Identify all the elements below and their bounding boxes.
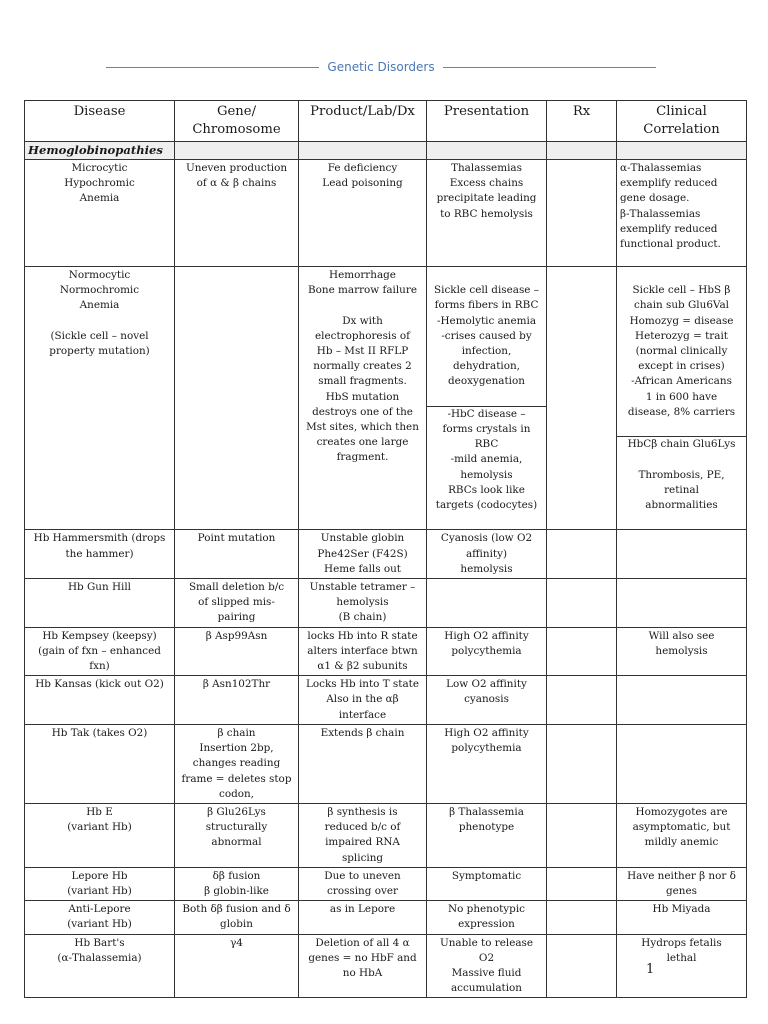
disease-cell: Hb Tak (takes O2) bbox=[25, 724, 175, 803]
document-header bbox=[106, 58, 656, 76]
gene-cell: Both δβ fusion and δ globin bbox=[175, 901, 299, 934]
table-row bbox=[25, 160, 747, 267]
clinical-hbc: HbCβ chain Glu6Lys Thrombosis, PE, retinal abnormalities bbox=[617, 436, 746, 513]
rx-cell bbox=[547, 803, 617, 867]
product-cell: locks Hb into R state alters interface btwn α1 & β2 subunits bbox=[299, 627, 427, 676]
clinical-cell bbox=[617, 267, 747, 530]
disease-cell: Normocytic Normochromic Anemia (Sickle cell – novel property mutation) bbox=[25, 267, 175, 530]
rx-cell bbox=[547, 267, 617, 530]
rx-cell bbox=[547, 867, 617, 900]
table-row bbox=[25, 803, 747, 867]
rx-cell bbox=[547, 579, 617, 628]
disease-cell: Hb Bart's (α-Thalassemia) bbox=[25, 934, 175, 998]
presentation-cell: Unable to release O2 Massive fluid accumulation bbox=[427, 934, 547, 998]
header-product: Product/Lab/Dx bbox=[299, 101, 427, 142]
clinical-cell: Have neither β nor δ genes bbox=[617, 867, 747, 900]
presentation-cell: Symptomatic bbox=[427, 867, 547, 900]
rx-cell bbox=[547, 724, 617, 803]
rx-cell bbox=[547, 934, 617, 998]
header-disease: Disease bbox=[25, 101, 175, 142]
clinical-cell bbox=[617, 676, 747, 725]
product-cell: Due to uneven crossing over bbox=[299, 867, 427, 900]
gene-cell: β chain Insertion 2bp, changes reading frame = deletes stop codon, bbox=[175, 724, 299, 803]
clinical-cell: Hb Miyada bbox=[617, 901, 747, 934]
rx-cell bbox=[547, 160, 617, 267]
disease-cell: Lepore Hb (variant Hb) bbox=[25, 867, 175, 900]
clinical-cell bbox=[617, 724, 747, 803]
clinical-cell: Will also see hemolysis bbox=[617, 627, 747, 676]
gene-cell: β Glu26Lys structurally abnormal bbox=[175, 803, 299, 867]
table-row bbox=[25, 676, 747, 725]
header-rule-right bbox=[443, 67, 656, 68]
table-row bbox=[25, 901, 747, 934]
gene-cell: δβ fusion β globin-like bbox=[175, 867, 299, 900]
clinical-cell bbox=[617, 530, 747, 579]
product-cell: β synthesis is reduced b/c of impaired RNA splicing bbox=[299, 803, 427, 867]
rx-cell bbox=[547, 627, 617, 676]
product-cell: Extends β chain bbox=[299, 724, 427, 803]
clinical-cell: α-Thalassemias exemplify reduced gene dosage. β-Thalassemias exemplify reduced functional product. bbox=[617, 160, 747, 267]
header-row bbox=[25, 101, 747, 142]
presentation-cell: No phenotypic expression bbox=[427, 901, 547, 934]
clinical-cell bbox=[617, 579, 747, 628]
genetic-disorders-table bbox=[24, 100, 747, 998]
product-cell: Deletion of all 4 α genes = no HbF and no HbA bbox=[299, 934, 427, 998]
disease-cell: Hb Hammersmith (drops the hammer) bbox=[25, 530, 175, 579]
disease-cell: Anti-Lepore (variant Hb) bbox=[25, 901, 175, 934]
table-row bbox=[25, 579, 747, 628]
product-cell: Unstable globin Phe42Ser (F42S) Heme falls out bbox=[299, 530, 427, 579]
disease-cell: Hb Kempsey (keepsy) (gain of fxn – enhanced fxn) bbox=[25, 627, 175, 676]
presentation-cell: β Thalassemia phenotype bbox=[427, 803, 547, 867]
product-cell: Unstable tetramer – hemolysis (B chain) bbox=[299, 579, 427, 628]
gene-cell: β Asn102Thr bbox=[175, 676, 299, 725]
disease-cell: Hb E (variant Hb) bbox=[25, 803, 175, 867]
clinical-cell: Hydrops fetalis lethal bbox=[617, 934, 747, 998]
header-clinical: Clinical Correlation bbox=[617, 101, 747, 142]
clinical-sickle-cell: Sickle cell – HbS β chain sub Glu6Val Homozyg = disease Heterozyg = trait (normal clinically except in crises) -African Americans 1 in 600 have disease, 8% carriers bbox=[627, 284, 736, 418]
section-row bbox=[25, 142, 747, 160]
disease-cell: Hb Kansas (kick out O2) bbox=[25, 676, 175, 725]
table-row bbox=[25, 530, 747, 579]
table-row bbox=[25, 267, 747, 530]
gene-cell: β Asp99Asn bbox=[175, 627, 299, 676]
presentation-cell bbox=[427, 267, 547, 530]
product-cell: Hemorrhage Bone marrow failure Dx with electrophoresis of Hb – Mst II RFLP normally creates 2 small fragments. HbS mutation destroys one of the Mst sites, which then creates one large fragment. bbox=[299, 267, 427, 530]
presentation-cell: Cyanosis (low O2 affinity) hemolysis bbox=[427, 530, 547, 579]
table-row bbox=[25, 934, 747, 998]
gene-cell: γ4 bbox=[175, 934, 299, 998]
rx-cell bbox=[547, 901, 617, 934]
disease-cell: Hb Gun Hill bbox=[25, 579, 175, 628]
gene-cell: Small deletion b/c of slipped mis- pairing bbox=[175, 579, 299, 628]
disease-cell: Microcytic Hypochromic Anemia bbox=[25, 160, 175, 267]
rx-cell bbox=[547, 676, 617, 725]
product-cell: Fe deficiency Lead poisoning bbox=[299, 160, 427, 267]
product-cell: as in Lepore bbox=[299, 901, 427, 934]
gene-cell: Point mutation bbox=[175, 530, 299, 579]
presentation-cell bbox=[427, 579, 547, 628]
header-rule-left bbox=[106, 67, 319, 68]
table-row bbox=[25, 724, 747, 803]
page-number: 1 bbox=[646, 962, 655, 977]
presentation-sickle-cell: Sickle cell disease – forms fibers in RBC -Hemolytic anemia -crises caused by infection, dehydration, deoxygenation bbox=[434, 284, 539, 388]
product-cell: Locks Hb into T state Also in the αβ interface bbox=[299, 676, 427, 725]
rx-cell bbox=[547, 530, 617, 579]
header-presentation: Presentation bbox=[427, 101, 547, 142]
presentation-cell: Low O2 affinity cyanosis bbox=[427, 676, 547, 725]
gene-cell: Uneven production of α & β chains bbox=[175, 160, 299, 267]
section-title: Hemoglobinopathies bbox=[25, 142, 175, 160]
table-row bbox=[25, 867, 747, 900]
gene-cell bbox=[175, 267, 299, 530]
header-rx: Rx bbox=[547, 101, 617, 142]
presentation-cell: High O2 affinity polycythemia bbox=[427, 627, 547, 676]
header-gene: Gene/ Chromosome bbox=[175, 101, 299, 142]
presentation-cell: Thalassemias Excess chains precipitate leading to RBC hemolysis bbox=[427, 160, 547, 267]
clinical-cell: Homozygotes are asymptomatic, but mildly anemic bbox=[617, 803, 747, 867]
table-row bbox=[25, 627, 747, 676]
document-title: Genetic Disorders bbox=[327, 60, 435, 74]
presentation-hbc: -HbC disease – forms crystals in RBC -mild anemia, hemolysis RBCs look like targets (codocytes) bbox=[427, 406, 546, 513]
presentation-cell: High O2 affinity polycythemia bbox=[427, 724, 547, 803]
